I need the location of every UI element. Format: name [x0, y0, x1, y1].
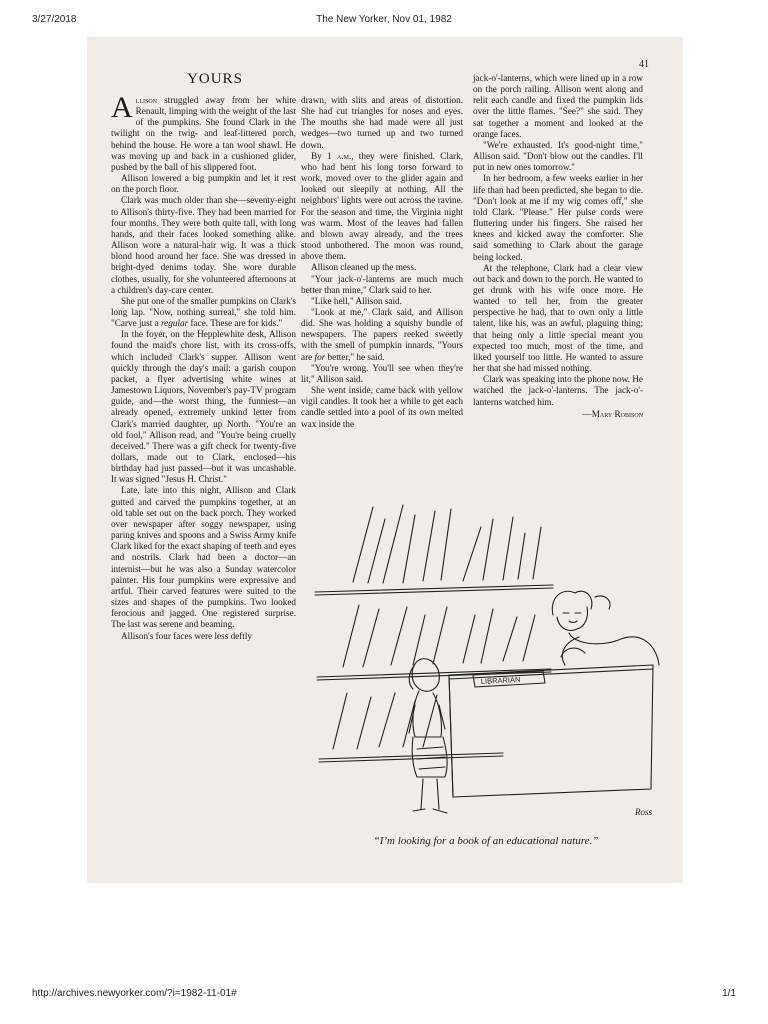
- paragraph: Allison lowered a big pumpkin and let it rest on the porch floor.: [111, 173, 296, 195]
- author-signature: —Mary Robison: [582, 408, 643, 419]
- paragraph: In the foyer, on the Hepplewhite desk, Allison found the maid's chore list, with its cross-offs, which included Clark's supper. Allison went quickly through the day's mail: a garish coupon packet, a flyer advertising white wines at Jamestown Liquors, November's pay-TV program guide, and—the worst thing, the funniest—an already opened, extremely unkind letter from Clark's married daughter, up North. "You're an old fool," Allison read, and "You're being cruelly deceived." There was a gift check for twenty-five dollars, made out to Clark, enclosed—his birthday had just passed—but it was uncashable. It was signed "Jesus H. Christ.": [111, 329, 296, 485]
- print-footer: [0, 988, 768, 1008]
- paragraph: Allison cleaned up the mess.: [311, 262, 417, 273]
- print-title: The New Yorker, Nov 01, 1982: [316, 14, 452, 25]
- drop-cap: A: [111, 91, 133, 124]
- text-column-1: [111, 91, 296, 642]
- paragraph: "We're exhausted. It's good-night time," Allison said. "Don't blow out the candles. I'll put in new ones tomorrow.": [473, 139, 643, 173]
- paragraph: drawn, with slits and areas of distortion. She had cut triangles for noses and eyes. The mouths she had made were all just wedges—two turned up and two turned down.: [301, 95, 463, 150]
- paragraph: "Like hell," Allison said.: [311, 295, 402, 306]
- paragraph: "Your jack-o'-lanterns are much much better than mine," Clark said to her.: [301, 273, 463, 295]
- paragraph-text: face. These are for kids.": [188, 318, 283, 329]
- paragraph-text: By 1: [311, 150, 337, 161]
- time-smallcaps: a.m.: [336, 150, 352, 161]
- print-url: http://archives.newyorker.com/?i=1982-11-01#: [32, 988, 237, 999]
- paragraph-text: , they were finished. Clark, who had bent his long torso forward to work, moved over to the glider again and looked out sleepily at nothing. All the neighbors' lights were out across the ravine. For the season and time, the Virginia night was warm. Most of the leaves had fallen and blown away already, and the trees stood unbothered. The moon was round, above them.: [301, 150, 463, 262]
- print-header: [0, 14, 768, 34]
- paragraph: "You're wrong. You'll see when they're lit," Allison said.: [301, 362, 463, 384]
- text-column-2: [301, 95, 463, 430]
- paragraph-text: better," he said.: [325, 351, 385, 362]
- paragraph: [301, 151, 463, 263]
- emphasis: regular: [160, 318, 189, 329]
- paragraph: Clark was much older than she—seventy-eight to Allison's thirty-five. They had been married for four months. They were both quite tall, with long hands, and their faces looked something alike. Allison wore a natural-hair wig. It was a thick blond hood around her face. She was dressed in bright-dyed denims today. She wore durable clothes, usually, for she volunteered afternoons at a children's day-care center.: [111, 195, 296, 295]
- paragraph: Allison's four faces were less deftly: [121, 630, 253, 641]
- cartoon-caption: “I’m looking for a book of an educational nature.”: [373, 835, 599, 847]
- paragraph-text: She put one of the smaller pumpkins on Clark's long lap. "Now, nothing surreal," she told him. "Carve just a: [111, 295, 296, 329]
- paragraph: Late, late into this night, Allison and Clark gutted and carved the pumpkins together, at an old table set out on the back porch. They worked over newspaper after soggy newspaper, using paring knives and spoons and a Swiss Army knife Clark liked for the exact shaping of teeth and eyes and nostrils. Clark had been a doctor—an internist—but he was also a Sunday watercolor painter. His four pumpkins were expressive and artful. Their carved features were suited to the sizes and shapes of the pumpkins. Two looked ferocious and jagged. One registered surprise. The last was serene and beaming.: [111, 485, 296, 630]
- paragraph: jack-o'-lanterns, which were lined up in a row on the porch railing. Allison went along and relit each candle and fixed the pumpkin lids over the little flames. "See?" she said. They sat together a moment and looked at the orange faces.: [473, 73, 643, 139]
- paragraph: [111, 296, 296, 329]
- emphasis: for: [314, 351, 326, 362]
- text-column-3: [473, 73, 643, 420]
- artist-signature: Ross: [635, 807, 653, 817]
- paragraph: At the telephone, Clark had a clear view out back and down to the porch. He wanted to get drunk with his wife once more. He wanted to tell her, from the greater perspective he had, that to own only a little talent, like his, was an awful, plaguing thing; that being only a little special meant you expected too much, most of the time, and liked yourself too little. He wanted to assure her that she had missed nothing.: [473, 262, 643, 374]
- paragraph: [111, 91, 296, 173]
- print-page-count: 1/1: [722, 988, 736, 999]
- paragraph: She went inside, came back with yellow vigil candles. It took her a while to get each candle settled into a pool of its own melted wax inside the: [301, 385, 463, 429]
- print-date: 3/27/2018: [32, 14, 77, 25]
- paragraph: Clark was speaking into the phone now. He watched the jack-o'-lanterns. The jack-o'-lanterns watched him.: [473, 374, 643, 407]
- article-title: YOURS: [187, 71, 243, 87]
- magazine-page: [87, 37, 683, 883]
- page-number: 41: [639, 59, 649, 70]
- librarian-desk: [449, 648, 653, 797]
- paragraph-text: "Look at me," Clark said, and Allison did. She was holding a squishy bundle of newspapers. The papers reeked sweetly with the smell of pumpkin innards. "Yours are: [301, 306, 463, 362]
- bookshelf: [315, 505, 553, 762]
- lead-smallcaps: llison: [135, 95, 158, 105]
- paragraph-text: struggled away from her white Renault, limping with the weight of the last of the pumpkins. She found Clark in the twilight on the twig- and leaf-littered porch, behind the house. He wore a tan wool shawl. He was moving up and back in a cushioned glider, pushed by the ball of his slippered foot.: [111, 95, 296, 172]
- desk-sign-text: LIBRARIAN: [480, 674, 521, 686]
- librarian-figure: [552, 591, 659, 665]
- girl-figure: [409, 659, 447, 813]
- cartoon-illustration: [313, 497, 663, 827]
- paragraph: In her bedroom, a few weeks earlier in her life than had been predicted, she began to die. "Don't look at me if my wig comes off," she told Clark. "Please." Her pulse cords were fluttering under his fingers. She raised her knees and kicked away the comforter. She said something to Clark about the garage being locked.: [473, 173, 643, 262]
- paragraph: [301, 307, 463, 363]
